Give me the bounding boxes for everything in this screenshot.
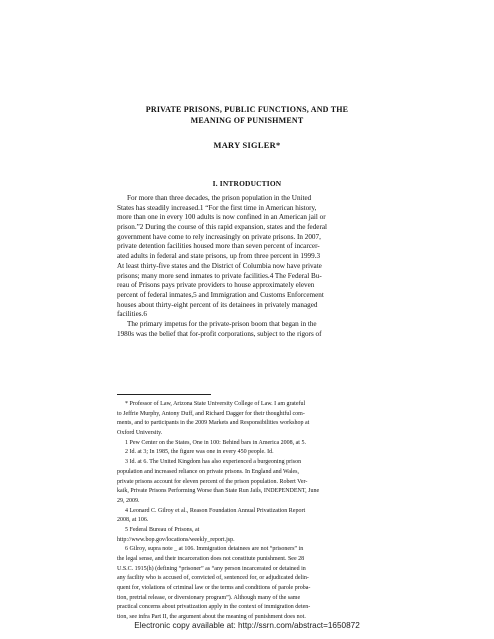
body-line: facilities.6 <box>117 310 147 319</box>
ssrn-footer-link[interactable]: Electronic copy available at: http://ssrn.com/abstract=1650872 <box>134 621 360 630</box>
footnotes <box>117 400 380 623</box>
footnote-line: * Professor of Law, Arizona State University College of Law. I am grateful <box>125 401 306 407</box>
body-line: government have come to rely increasingly on private prisons. In 2007, <box>117 232 321 241</box>
footnote-line: 1 Pew Center on the States, One in 100: Behind bars in America 2008, at 5. <box>125 439 306 446</box>
title-line-1: PRIVATE PRISONS, PUBLIC FUNCTIONS, AND THE <box>145 105 349 114</box>
body-line: percent of federal inmates,5 and Immigration and Customs Enforcement <box>117 290 324 299</box>
footnote-line: http://www.bop.gov/locations/weekly_report.jsp. <box>117 536 235 543</box>
footnote-line: private prisons account for eleven percent of the prison population. Robert Ver- <box>117 478 308 485</box>
footnote-separator <box>117 394 211 395</box>
footnote-line: ments, and to participants in the 2009 Markets and Responsibilities workshop at <box>117 420 310 427</box>
body-line: 1980s was the belief that for-profit corporations, subject to the rigors of <box>117 329 322 338</box>
body-line: ated adults in federal and state prisons, up from three percent in 1999.3 <box>117 252 321 261</box>
title-line-2: MEANING OF PUNISHMENT <box>190 116 304 125</box>
footnote-line: the legal sense, and their incarceration does not constitute punishment. See 28 <box>117 556 305 562</box>
body-line: For more than three decades, the prison population in the United <box>127 194 312 202</box>
section-heading: I. INTRODUCTION <box>212 179 282 188</box>
footnote-line: tion, see infra Part II, the argument about the meaning of punishment does not. <box>117 614 306 621</box>
body-line: The primary impetus for the private-prison boom that began in the <box>127 319 317 328</box>
body-line: private detention facilities housed more than seven percent of incarcer- <box>117 242 320 251</box>
author-name: MARY SIGLER* <box>213 141 281 150</box>
footnote-line: to Jeffrie Murphy, Antony Duff, and Richard Dagger for their thoughtful com- <box>117 410 305 417</box>
body-line: houses about thirty-eight percent of its detainees in privately managed <box>117 300 318 309</box>
article-title <box>0 104 494 126</box>
footnote-line: kaik, Private Prisons Performing Worse than State Run Jails, INDEPENDENT, June <box>117 488 320 495</box>
footnote-line: tion, pretrial release, or diversionary program”). Although many of the same <box>117 594 301 601</box>
body-line: At least thirty-five states and the District of Columbia now have private <box>117 261 322 270</box>
footnote-line: 4 Leonard C. Gilroy et al., Reason Foundation Annual Privatization Report <box>125 507 306 514</box>
footnote-line: 5 Federal Bureau of Prisons, at <box>125 526 200 533</box>
footnote-line: Oxford University. <box>117 430 163 437</box>
footnote-line: 3 Id. at 6. The United Kingdom has also experienced a burgeoning prison <box>125 459 302 466</box>
body-line: reau of Prisons pays private providers to house approximately eleven <box>117 281 315 290</box>
footnote-line: any facility who is accused of, convicted of, sentenced for, or adjudicated delin- <box>117 575 309 582</box>
body-line: States has steadily increased.1 “For the first time in American history, <box>117 203 317 212</box>
body-line: more than one in every 100 adults is now confined in an American jail or <box>117 213 326 222</box>
footnote-line: 6 Gilroy, supra note _ at 106. Immigration detainees are not “prisoners” in <box>125 546 304 553</box>
footnote-line: quent for, violations of criminal law or the terms and conditions of parole proba- <box>117 585 311 592</box>
body-line: prisons; many more send inmates to private facilities.4 The Federal Bu- <box>117 271 322 280</box>
footnote-line: 2 Id. at 3; In 1985, the figure was one in every 450 people. Id. <box>125 449 274 456</box>
footnote-line: practical concerns about privatization apply in the context of immigration deten- <box>117 604 311 611</box>
body-text <box>117 194 380 339</box>
footnote-line: 29, 2009. <box>117 497 140 504</box>
body-line: prison.”2 During the course of this rapid expansion, states and the federal <box>117 223 327 232</box>
footnote-line: population and increased reliance on private prisons. In England and Wales, <box>117 468 300 475</box>
footnote-line: U.S.C. 1915(h) (defining “prisoner” as “any person incarcerated or detained in <box>117 565 306 572</box>
footnote-line: 2008, at 106. <box>117 517 149 524</box>
